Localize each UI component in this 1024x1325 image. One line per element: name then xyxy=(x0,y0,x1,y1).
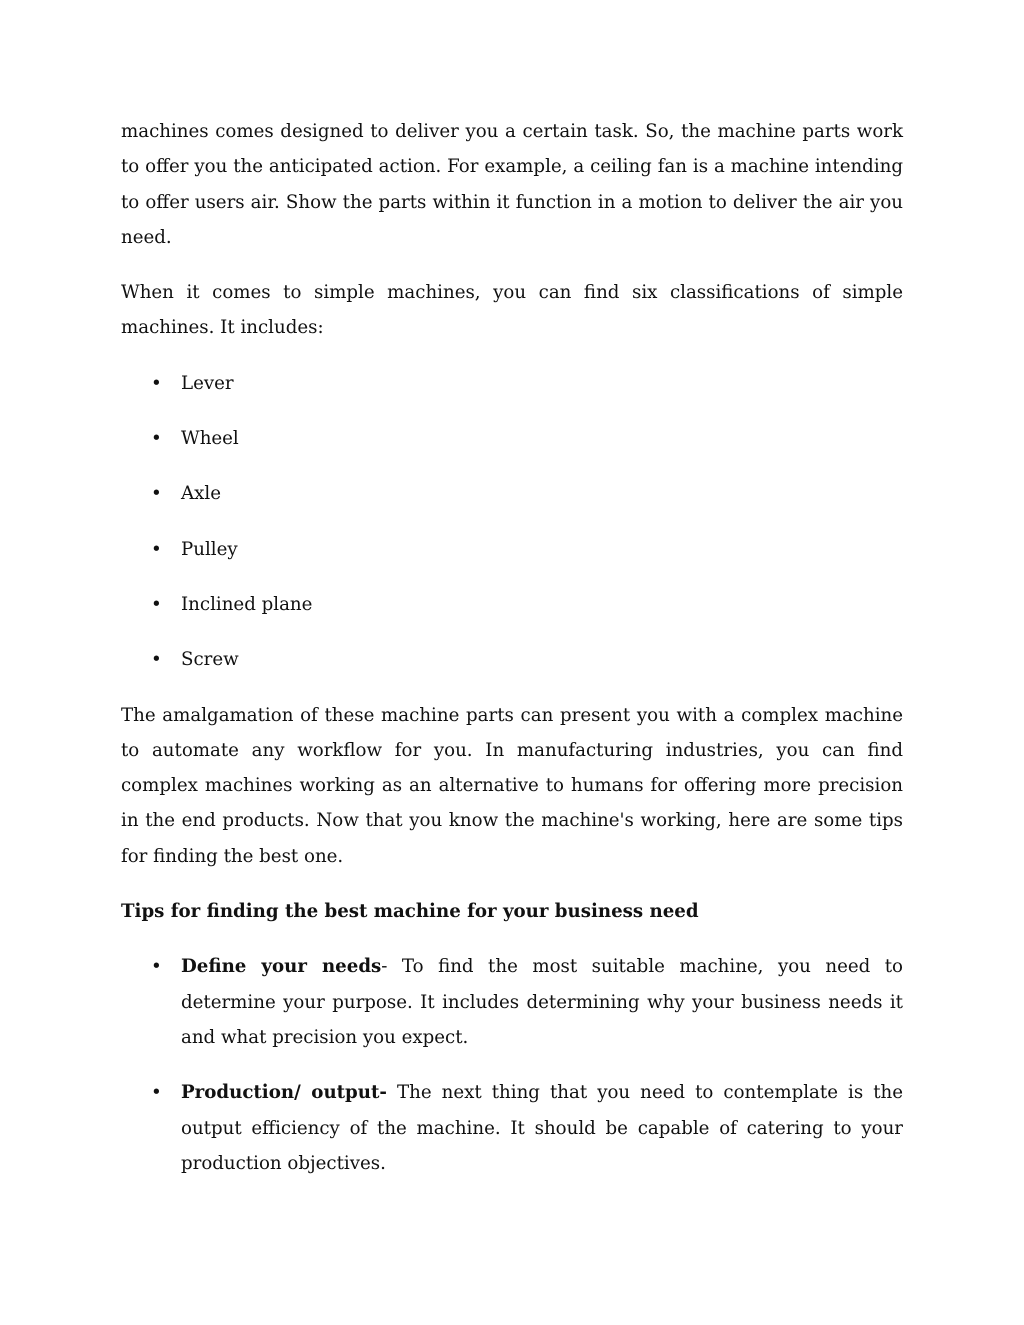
tip-text: - To find the most suitable machine, you need to determine your purpose. It includes determining why your business needs it and what precision you expect. xyxy=(181,956,903,1048)
list-item-text: Lever xyxy=(181,372,234,394)
bullet-icon: • xyxy=(151,428,162,450)
bullet-icon: • xyxy=(151,538,162,560)
amalgamation-paragraph: The amalgamation of these machine parts can present you with a complex machine to automate any workflow for you. In manufacturing industries, you can find complex machines working as an alternative to humans for offering more precision in the end products. Now that you know the machine's working, here are some tips for finding the best one. xyxy=(121,704,903,867)
bullet-icon: • xyxy=(151,372,162,394)
list-item-text: Axle xyxy=(181,483,221,505)
list-item xyxy=(121,587,903,622)
bullet-icon: • xyxy=(151,593,162,615)
list-item xyxy=(121,642,903,677)
tip-title: Define your needs xyxy=(181,956,382,978)
intro-paragraph: machines comes designed to deliver you a certain task. So, the machine parts work to offer you the anticipated action. For example, a ceiling fan is a machine intending to offer users air. Show the parts within it function in a motion to deliver the air you need. xyxy=(121,121,903,248)
list-item xyxy=(121,476,903,511)
tips-list xyxy=(121,949,903,1181)
simple-machines-list xyxy=(121,366,903,678)
tips-heading: Tips for finding the best machine for your business need xyxy=(121,901,699,923)
list-item xyxy=(121,532,903,567)
bullet-icon: • xyxy=(151,483,162,505)
tip-item xyxy=(121,1075,903,1181)
list-item xyxy=(121,421,903,456)
list-item-text: Pulley xyxy=(181,538,238,560)
simple-machines-paragraph: When it comes to simple machines, you can find six classifications of simple machines. It includes: xyxy=(121,282,903,339)
tip-title: Production/ output- xyxy=(181,1082,387,1104)
bullet-icon: • xyxy=(151,956,162,978)
bullet-icon: • xyxy=(151,649,162,671)
tip-item xyxy=(121,949,903,1055)
bullet-icon: • xyxy=(151,1082,162,1104)
list-item-text: Inclined plane xyxy=(181,593,313,615)
list-item-text: Screw xyxy=(181,649,239,671)
tip-text: The next thing that you need to contemplate is the output efficiency of the machine. It should be capable of catering to your production objectives. xyxy=(181,1082,903,1174)
list-item xyxy=(121,366,903,401)
document-page xyxy=(121,114,903,1201)
list-item-text: Wheel xyxy=(181,428,239,450)
